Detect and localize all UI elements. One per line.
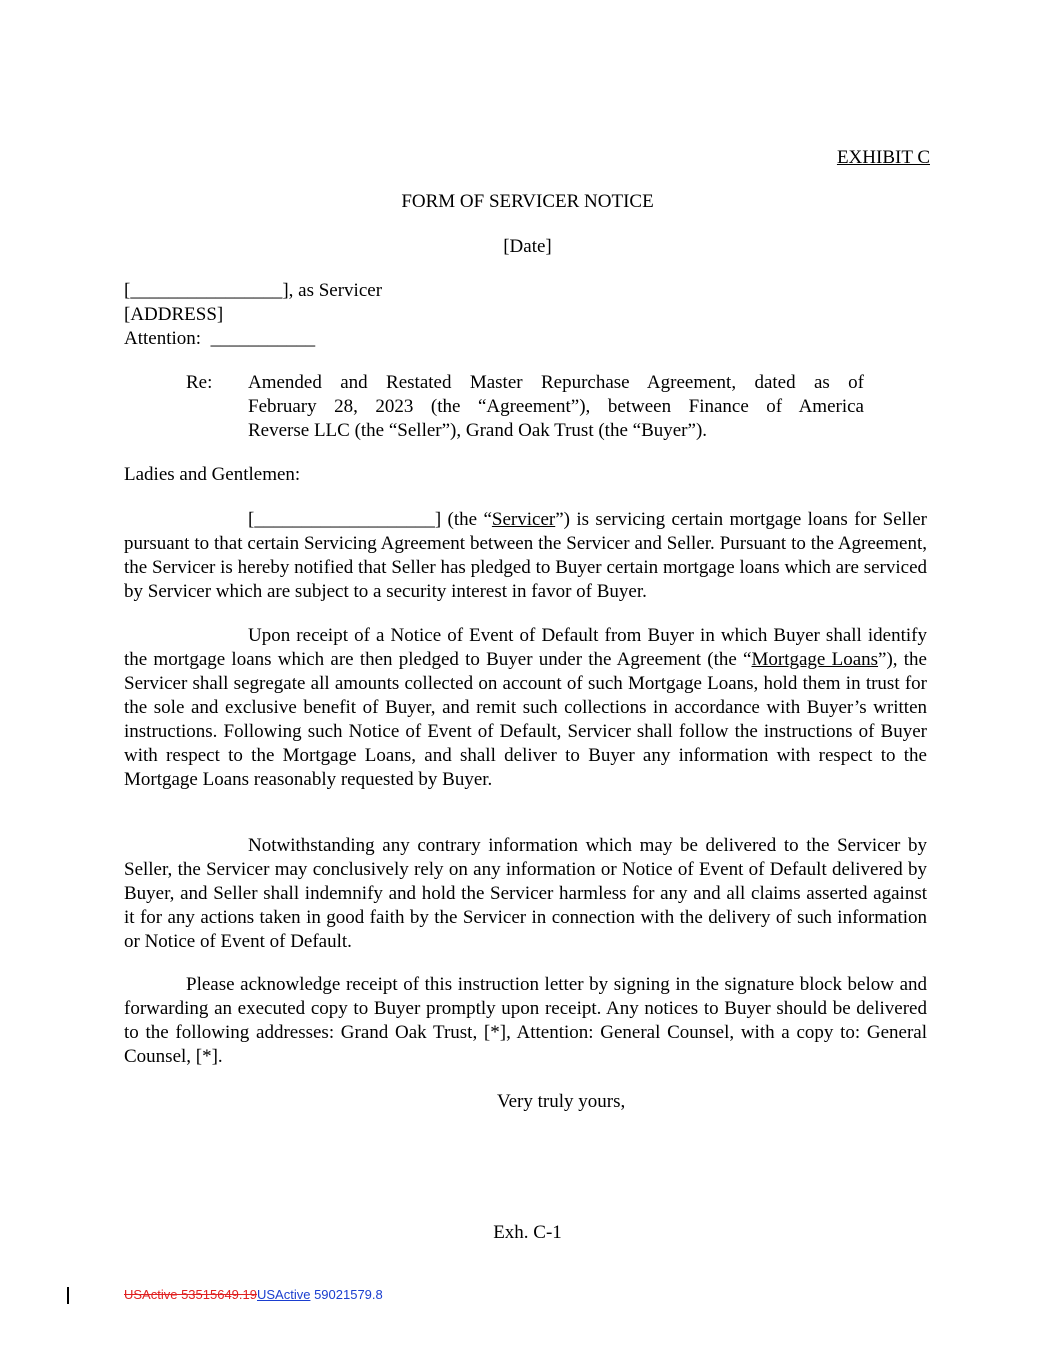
attention-label: Attention: <box>124 328 202 349</box>
date-placeholder: [Date] <box>503 236 552 257</box>
old-doc-id: USActive 53515649.19 <box>124 1287 257 1302</box>
salutation: Ladies and Gentlemen: <box>124 464 301 485</box>
re-text-3: Reverse LLC (the “Seller”), Grand Oak Trust (the “Buyer”). <box>248 420 708 441</box>
paragraph-servicer-notice <box>124 508 927 604</box>
p2-rest: ”), the Servicer shall segregate all amounts collected on account of such Mortgage Loans, hold them in trust for the sole and exclusive benefit of Buyer, and remit such collections in accordance with Buyer’s written instructions. Following such Notice of Event of Default, Servicer shall follow the instructions of Buyer with respect to the Mortgage Loans, and shall deliver to Buyer any information with respect to the Mortgage Loans reasonably requested by Buyer. <box>124 649 927 790</box>
exhibit-label: EXHIBIT C <box>836 147 930 168</box>
p1-lead: [___________________] (the “ <box>248 509 492 530</box>
attention-blank: ___________ <box>210 328 316 349</box>
paragraph-acknowledge <box>124 973 927 1069</box>
p1-rest: ”) is servicing certain mortgage loans for Seller pursuant to that certain Servicing Agreement between the Servicer and Seller. Pursuant to the Agreement, the Servicer is hereby notified that Seller has pledged to Buyer certain mortgage loans which are serviced by Servicer which are subject to a security interest in favor of Buyer. <box>124 509 927 602</box>
addressee-servicer: [________________], as Servicer <box>124 280 383 301</box>
re-text-1: Amended and Restated Master Repurchase Agreement, dated as of <box>248 372 864 393</box>
change-bar <box>67 1287 69 1304</box>
addressee-address: [ADDRESS] <box>124 304 224 325</box>
addressee-attention <box>124 327 382 351</box>
re-label: Re: <box>186 372 213 393</box>
defined-term-mortgage-loans: Mortgage Loans <box>751 649 879 670</box>
p3-text: Notwithstanding any contrary information which may be delivered to the Servicer by Seller, the Servicer may conclusively rely on any information or Notice of Event of Default delivered by Buyer, and Seller shall indemnify and hold the Servicer harmless for any and all claims asserted against it for any actions taken in good faith by the Servicer in connection with the delivery of such information or Notice of Event of Default. <box>124 835 927 952</box>
closing: Very truly yours, <box>497 1091 626 1112</box>
defined-term-servicer: Servicer <box>491 509 556 530</box>
re-block <box>186 371 864 443</box>
p4-text: Please acknowledge receipt of this instruction letter by signing in the signature block below and forwarding an executed copy to Buyer promptly upon receipt. Any notices to Buyer should be delivered to the following addresses: Grand Oak Trust, [*], Attention: General Counsel, with a copy to: General Counsel, [*]. <box>124 974 927 1067</box>
re-line-1 <box>186 371 864 395</box>
page-number: Exh. C-1 <box>493 1222 562 1243</box>
paragraph-reliance <box>124 834 927 954</box>
new-doc-id: 59021579.8 <box>310 1287 383 1302</box>
paragraph-event-of-default <box>124 624 927 792</box>
p2-lead: Upon receipt of a Notice of Event of Default from Buyer in which Buyer shall identify the mortgage loans which are then pledged to Buyer under the Agreement (the “ <box>124 625 927 670</box>
addressee-block <box>124 279 382 351</box>
new-doc-prefix: USActive <box>256 1287 311 1302</box>
re-text-2: February 28, 2023 (the “Agreement”), between Finance of America <box>248 396 864 417</box>
form-title: FORM OF SERVICER NOTICE <box>401 191 654 212</box>
document-id-footer <box>124 1287 383 1303</box>
